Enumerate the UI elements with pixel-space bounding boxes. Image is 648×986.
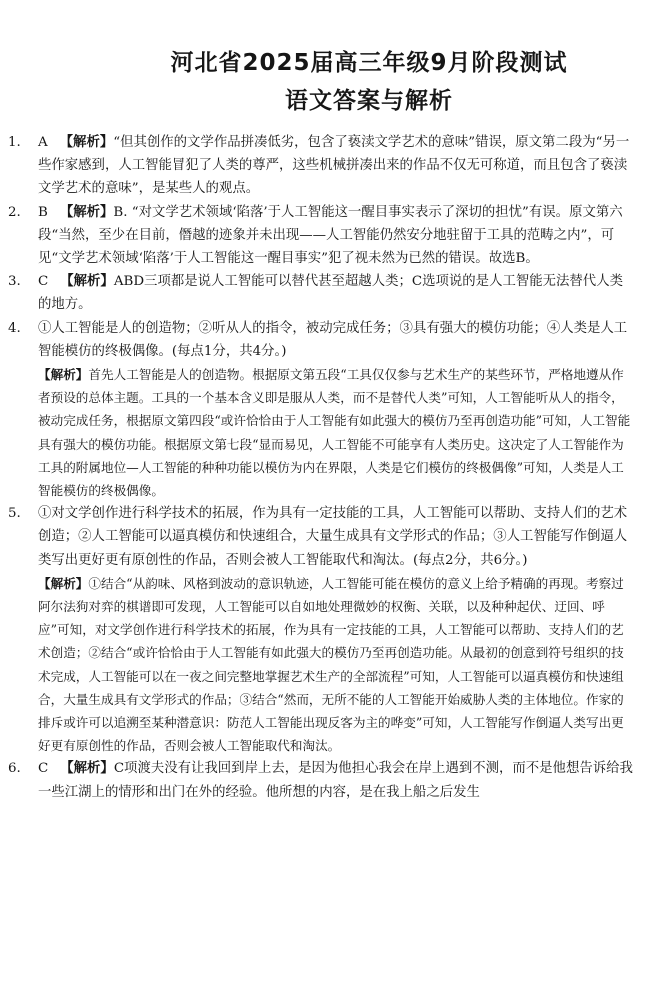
question-1 <box>8 131 636 201</box>
analysis-tag: 【解析】 <box>59 135 114 150</box>
analysis-text: ABD三项都是说人工智能可以替代甚至超越人类；C选项说的是人工智能无法替代人类的地方。 <box>38 274 623 313</box>
analysis-tag: 【解析】 <box>38 575 89 591</box>
document-title: 河北省2025届高三年级9月阶段测试 <box>170 50 568 76</box>
analysis-block <box>38 363 636 502</box>
question-number: 2. <box>8 204 21 220</box>
answer-letter: B <box>38 204 48 220</box>
analysis-tag: 【解析】 <box>60 274 114 290</box>
analysis-text: ①结合“从韵味、风格到波动的意识轨迹，人工智能可能在模仿的意义上给予精确的再现。考察过阿尔法狗对弈的棋谱即可发现，人工智能可以自如地处理微妙的权衡、关联，以及种种起伏、迂回、呼应”可知，对文学创作进行科学技术的拓展，作为具有一定技能的工具，人工智能可以帮助、支持人们的艺术创造；②结合“或许恰恰由于人工智能有如此强大的模仿乃至再创造功能。从最初的创意到符号组织的技术完成，人工智能可以在一夜之间完整地掌握艺术生产的全部流程”可知，人工智能可以逼真模仿和快速组合，大量生成具有文学形式的作品；③结合“然而，无所不能的人工智能开始威胁人类的主体地位。作家的排斥或许可以追溯至某种潜意识：防范人工智能出现反客为主的哗变”可知，人工智能写作倒逼人类写出更好更有原创性的作品，否则会被人工智能取代和淘汰。 <box>38 575 624 754</box>
score-note: (每点1分，共4分。) <box>171 343 287 359</box>
answer-list <box>8 131 636 804</box>
analysis-text: “但其创作的文学作品拼凑低劣，包含了亵渎文学艺术的意味”错误，原文第二段为“另一些作家感到，人工智能冒犯了人类的尊严，这些机械拼凑出来的作品不仅无可称道，而且包含了亵渎文学艺术的意味”，是某些人的观点。 <box>38 135 630 197</box>
analysis-text: 首先人工智能是人的创造物。根据原文第五段“工具仅仅参与艺术生产的某些环节，严格地遵从作者预设的总体主题。工具的一个基本含义即是服从人类，而不是替代人类”可知，人工智能听从人的指令，被动完成任务，根据原文第四段“或许恰恰由于人工智能有如此强大的模仿乃至再创造功能”可知，人工智能具有强大的模仿功能。根据原文第七段“显而易见，人工智能不可能享有人类历史。这决定了人工智能作为工具的附属地位—人工智能的种种功能以模仿为内在界限，人类是它们模仿的终极偶像”可知，人类是人工智能模仿的终极偶像。 <box>38 367 631 499</box>
analysis-text: B. “对文学艺术领域‘陷落’于人工智能这一醒目事实表示了深切的担忧”有误。原文第六段“当然，至少在目前，僭越的迹象并未出现——人工智能仍然安分地驻留于工具的范畴之内”，可见“文学艺术领域‘陷落’于人工智能这一醒目事实”犯了视未然为已然的错误。故选B。 <box>38 204 623 267</box>
answer-letter: C <box>38 274 49 290</box>
answer-points: ①人工智能是人的创造物；②听从人的指令，被动完成任务；③具有强大的模仿功能；④人类是人工智能模仿的终极偶像。 <box>38 320 628 359</box>
question-6 <box>8 757 636 803</box>
analysis-tag: 【解析】 <box>60 761 114 777</box>
document-subtitle: 语文答案与解析 <box>285 88 453 114</box>
answer-letter: A <box>38 135 48 150</box>
question-number: 4. <box>8 320 21 336</box>
answer-points: ①对文学创作进行科学技术的拓展，作为具有一定技能的工具，人工智能可以帮助、支持人们的艺术创造；②人工智能可以逼真模仿和快速组合，大量生成具有文学形式的作品；③人工智能写作倒逼人类写出更好更有原创性的作品，否则会被人工智能取代和淘汰。 <box>38 506 628 568</box>
question-5 <box>8 502 636 757</box>
analysis-tag: 【解析】 <box>59 204 114 220</box>
question-4 <box>8 317 636 503</box>
score-note: (每点2分，共6分。) <box>412 552 528 568</box>
analysis-tag: 【解析】 <box>38 367 89 383</box>
question-number: 1. <box>8 135 21 150</box>
analysis-block <box>38 572 636 758</box>
analysis-text: C项渡夫没有让我回到岸上去，是因为他担心我会在岸上遇到不测，而不是他想告诉给我一些江湖上的情形和出门在外的经验。他所想的内容，是在我上船之后发生 <box>38 761 633 800</box>
question-number: 3. <box>8 274 21 290</box>
question-2 <box>8 201 636 271</box>
question-number: 6. <box>8 761 21 777</box>
answer-letter: C <box>38 761 49 777</box>
question-number: 5. <box>8 506 21 522</box>
question-3 <box>8 270 636 316</box>
